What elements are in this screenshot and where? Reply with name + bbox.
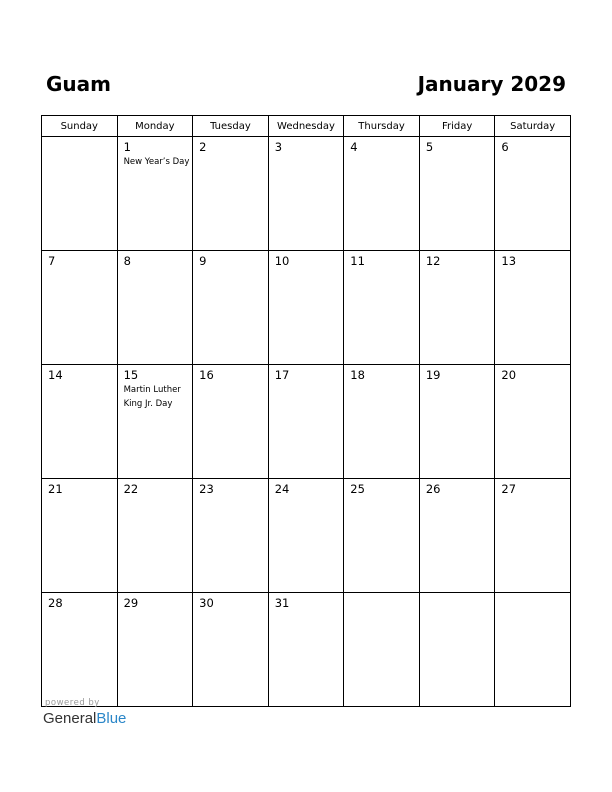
day-number: 21	[48, 482, 63, 496]
weekday-friday: Friday	[419, 116, 495, 137]
day-number: 5	[425, 140, 434, 154]
week-row	[42, 251, 571, 365]
weekday-tuesday: Tuesday	[193, 116, 269, 137]
weekday-wednesday: Wednesday	[268, 116, 344, 137]
day-cell	[344, 365, 420, 479]
day-number: 27	[501, 482, 517, 496]
weekday-header-row	[42, 116, 571, 137]
day-number: 22	[123, 482, 139, 496]
holiday-label: New Year’s Day	[123, 157, 190, 167]
day-number: 31	[274, 596, 290, 610]
week-row	[42, 479, 571, 593]
day-cell	[495, 593, 571, 707]
day-cell	[117, 137, 193, 251]
day-cell	[268, 365, 344, 479]
day-number: 3	[274, 140, 283, 154]
day-cell	[193, 479, 269, 593]
day-number: 18	[350, 368, 365, 382]
day-cell	[419, 479, 495, 593]
week-row	[42, 593, 571, 707]
day-number: 28	[48, 596, 63, 610]
day-cell	[117, 251, 193, 365]
day-number: 9	[199, 254, 207, 268]
day-cell	[42, 251, 118, 365]
day-cell	[419, 137, 495, 251]
holiday-label: Martin Luther King Jr. Day	[123, 385, 181, 409]
day-number: 8	[123, 254, 131, 268]
day-cell	[42, 479, 118, 593]
day-cell	[268, 593, 344, 707]
day-cell	[419, 365, 495, 479]
weekday-thursday: Thursday	[344, 116, 420, 137]
day-cell	[495, 137, 571, 251]
day-number: 20	[501, 368, 517, 382]
day-cell	[495, 479, 571, 593]
day-number: 26	[425, 482, 441, 496]
generalblue-logo	[43, 709, 126, 729]
day-cell	[344, 593, 420, 707]
day-cell	[42, 593, 118, 707]
day-cell	[419, 251, 495, 365]
weekday-saturday: Saturday	[495, 116, 571, 137]
day-cell	[42, 137, 118, 251]
weekday-sunday: Sunday	[42, 116, 118, 137]
powered-by-text: powered by	[45, 698, 100, 708]
brand-name-part2: Blue	[96, 710, 127, 727]
day-cell	[193, 251, 269, 365]
day-number: 24	[274, 482, 290, 496]
day-cell	[344, 251, 420, 365]
month-year-title: January 2029	[417, 72, 566, 96]
day-cell	[193, 137, 269, 251]
day-number: 12	[425, 254, 441, 268]
day-cell	[344, 137, 420, 251]
location-title: Guam	[46, 72, 111, 96]
day-number: 10	[274, 254, 290, 268]
day-number: 16	[199, 368, 214, 382]
day-cell	[42, 365, 118, 479]
day-number: 1	[123, 140, 131, 154]
brand-name-part1: General	[43, 710, 97, 727]
week-row	[42, 365, 571, 479]
day-cell	[117, 365, 193, 479]
day-number: 30	[199, 596, 214, 610]
day-number: 29	[123, 596, 139, 610]
day-number: 11	[350, 254, 365, 268]
day-cell	[495, 251, 571, 365]
day-cell	[495, 365, 571, 479]
day-cell	[268, 251, 344, 365]
day-cell	[117, 479, 193, 593]
day-number: 13	[501, 254, 517, 268]
day-number: 14	[48, 368, 63, 382]
day-cell	[117, 593, 193, 707]
calendar-grid	[41, 115, 571, 707]
day-number: 17	[274, 368, 290, 382]
day-cell	[268, 137, 344, 251]
day-number: 15	[123, 368, 139, 382]
day-cell	[344, 479, 420, 593]
day-number: 25	[350, 482, 365, 496]
day-number: 6	[501, 140, 509, 154]
day-number: 23	[199, 482, 214, 496]
day-number: 2	[199, 140, 207, 154]
weekday-monday: Monday	[117, 116, 193, 137]
day-number: 19	[425, 368, 441, 382]
day-cell	[419, 593, 495, 707]
day-number: 7	[48, 254, 56, 268]
week-row	[42, 137, 571, 251]
day-number: 4	[350, 140, 358, 154]
day-cell	[193, 365, 269, 479]
day-cell	[268, 479, 344, 593]
day-cell	[193, 593, 269, 707]
